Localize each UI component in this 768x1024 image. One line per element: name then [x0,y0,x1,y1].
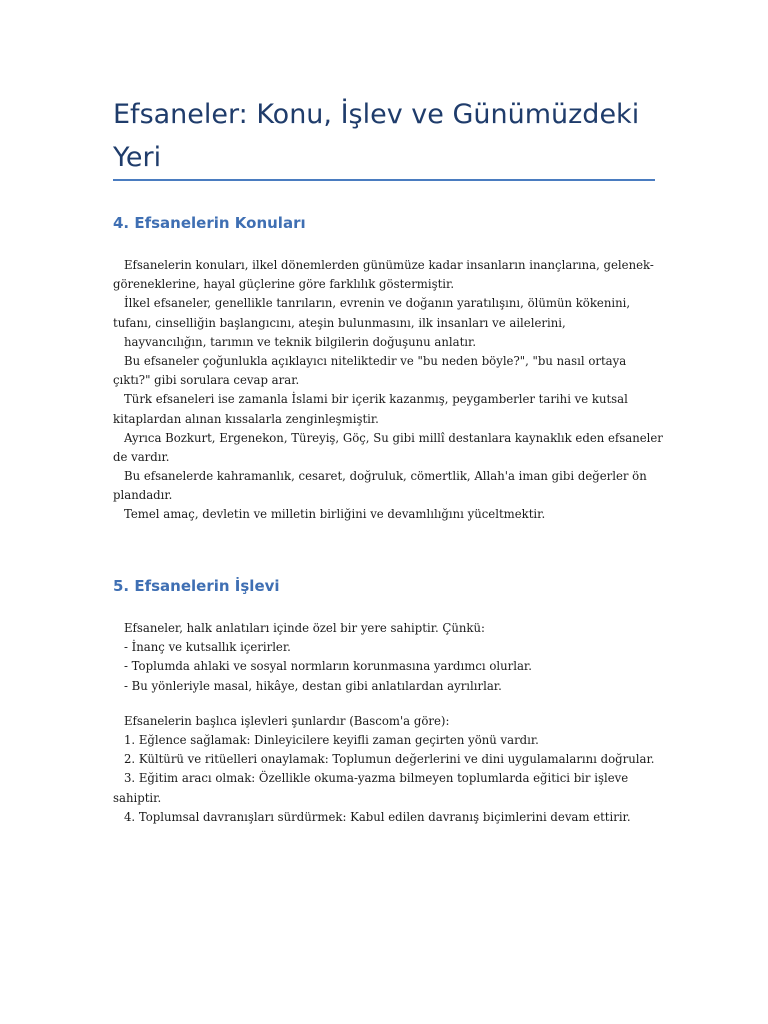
title-underline [113,179,655,181]
paragraph-line: Ayrıca Bozkurt, Ergenekon, Türeyiş, Göç, Su gibi millî destanlara kaynaklık eden efsaneler [124,430,663,445]
paragraph-line: Bu efsanelerde kahramanlık, cesaret, doğruluk, cömertlik, Allah'a iman gibi değerler ön [124,469,647,484]
paragraph-line: göreneklerine, hayal güçlerine göre farklılık göstermiştir. [113,277,455,292]
document-title [113,93,673,179]
paragraph-line: Efsaneler, halk anlatıları içinde özel bir yere sahiptir. Çünkü: [124,621,485,635]
paragraph-line: plandadır. [113,488,173,503]
title-line-1: Efsaneler: Konu, İşlev ve Günümüzdeki [113,99,640,130]
section-4-heading: 4. Efsanelerin Konuları [113,214,306,232]
list-item: 3. Eğitim aracı olmak: Özellikle okuma-yazma bilmeyen toplumlarda eğitici bir işleve [124,771,629,786]
paragraph-line: Türk efsaneleri ise zamanla İslami bir içerik kazanmış, peygamberler tarihi ve kutsal [124,392,628,407]
paragraph-line: Temel amaç, devletin ve milletin birliğini ve devamlılığını yüceltmektir. [124,507,546,522]
paragraph-line: çıktı?" gibi sorulara cevap arar. [113,373,300,388]
list-item: 4. Toplumsal davranışları sürdürmek: Kabul edilen davranış biçimlerini devam ettirir. [124,809,631,824]
paragraph-line: Efsanelerin konuları, ilkel dönemlerden günümüze kadar insanların inançlarına, gelenek- [124,258,654,272]
list-item: - İnanç ve kutsallık içerirler. [124,640,291,655]
title-line-2: Yeri [113,142,162,173]
paragraph-line: Bu efsaneler çoğunlukla açıklayıcı niteliktedir ve "bu neden böyle?", "bu nasıl ortaya [124,353,627,368]
paragraph-gap [113,696,661,712]
list-item: 2. Kültürü ve ritüelleri onaylamak: Toplumun değerlerini ve dini uygulamalarını doğrular. [124,752,655,767]
paragraph-line: de vardır. [113,449,170,464]
paragraph-line: İlkel efsaneler, genellikle tanrıların, evrenin ve doğanın yaratılışını, ölümün kökenini, [124,296,631,311]
list-item: - Bu yönleriyle masal, hikâye, destan gibi anlatılardan ayrılırlar. [124,678,502,693]
section-5-heading: 5. Efsanelerin İşlevi [113,577,280,595]
paragraph-line: Efsanelerin başlıca işlevleri şunlardır (Bascom'a göre): [124,713,450,728]
paragraph-line: kitaplardan alınan kıssalarla zenginleşmiştir. [113,411,379,426]
paragraph-line: hayvancılığın, tarımın ve teknik bilgilerin doğuşunu anlatır. [124,334,477,349]
list-item: 1. Eğlence sağlamak: Dinleyicilere keyifli zaman geçirten yönü vardır. [124,732,539,747]
list-item: sahiptir. [113,790,162,805]
section-4-body [113,256,661,525]
paragraph-line: tufanı, cinselliğin başlangıcını, ateşin bulunmasını, ilk insanları ve ailelerini, [113,315,566,330]
list-item: - Toplumda ahlaki ve sosyal normların korunmasına yardımcı olurlar. [124,659,532,674]
section-5-body [113,619,661,827]
